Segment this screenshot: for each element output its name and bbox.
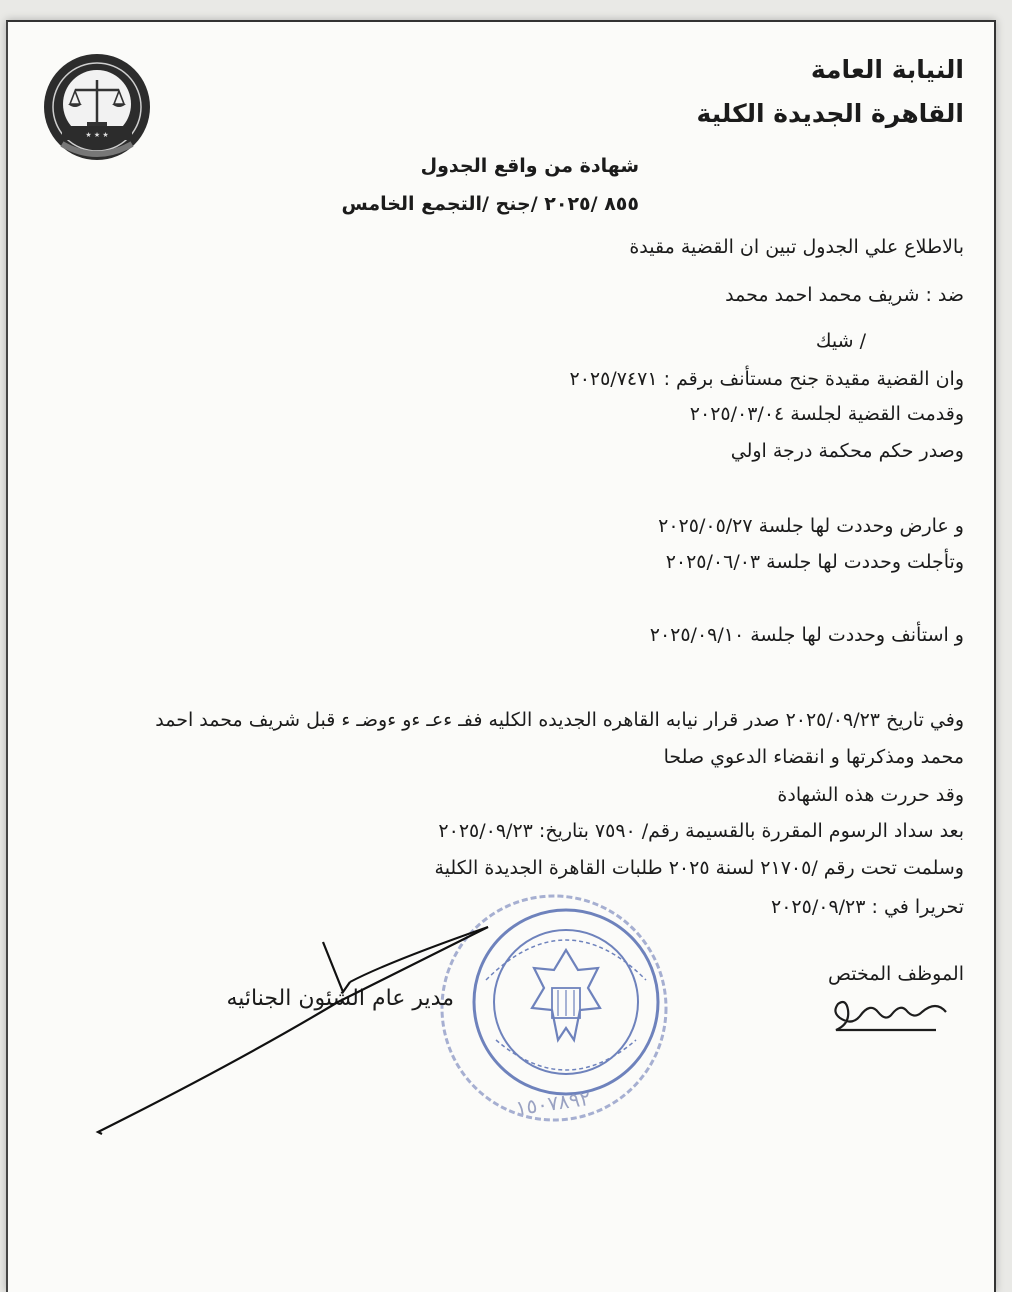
body-line: وصدر حكم محكمة درجة اولي <box>730 440 964 462</box>
body-line: و عارض وحددت لها جلسة ٢٠٢٥/٠٥/٢٧ <box>658 515 964 537</box>
body-line: وفي تاريخ ٢٠٢٥/٠٩/٢٣ صدر قرار نيابه القاهره الجديده الكليه ففـ ءعـ ءو ءوضـ ء قبل شريف محمد احمد <box>155 709 964 731</box>
director-signature-icon <box>88 922 508 1142</box>
svg-text:★ ★ ★: ★ ★ ★ <box>85 131 109 139</box>
director-label: مدير عام الشئون الجنائيه <box>226 986 454 1011</box>
body-line: وتأجلت وحددت لها جلسة ٢٠٢٥/٠٦/٠٣ <box>665 551 964 573</box>
public-prosecution-logo-icon <box>42 52 152 162</box>
authority-heading: النيابة العامة <box>810 55 964 84</box>
body-line: وقد حررت هذه الشهادة <box>777 784 964 806</box>
body-line: محمد ومذكرتها و انقضاء الدعوي صلحا <box>663 746 964 768</box>
body-line: وسلمت تحت رقم /٢١٧٠٥ لسنة ٢٠٢٥ طلبات القاهرة الجديدة الكلية <box>434 857 964 879</box>
case-reference: ٨٥٥ /٢٠٢٥ /جنح /التجمع الخامس <box>341 193 639 215</box>
body-line: تحريرا في : ٢٠٢٥/٠٩/٢٣ <box>771 896 964 918</box>
body-line: بالاطلاع علي الجدول تبين ان القضية مقيدة <box>629 236 964 258</box>
body-line: / شيك <box>815 330 866 352</box>
document-title: شهادة من واقع الجدول <box>420 155 639 177</box>
body-line: وان القضية مقيدة جنح مستأنف برقم : ٢٠٢٥/٧٤٧١ <box>569 368 964 390</box>
employee-signature-icon <box>826 990 956 1040</box>
body-line: ضد : شريف محمد احمد محمد <box>725 284 964 306</box>
document-page <box>6 20 996 1292</box>
body-line: وقدمت القضية لجلسة ٢٠٢٥/٠٣/٠٤ <box>689 403 964 425</box>
stamp-number: ١٥٠٧٨٩٢ <box>514 1085 592 1121</box>
office-heading: القاهرة الجديدة الكلية <box>696 99 964 128</box>
body-line: و استأنف وحددت لها جلسة ٢٠٢٥/٠٩/١٠ <box>649 624 964 646</box>
employee-label: الموظف المختص <box>827 963 964 985</box>
body-line: بعد سداد الرسوم المقررة بالقسيمة رقم/ ٧٥٩٠ بتاريخ: ٢٠٢٥/٠٩/٢٣ <box>438 820 964 842</box>
